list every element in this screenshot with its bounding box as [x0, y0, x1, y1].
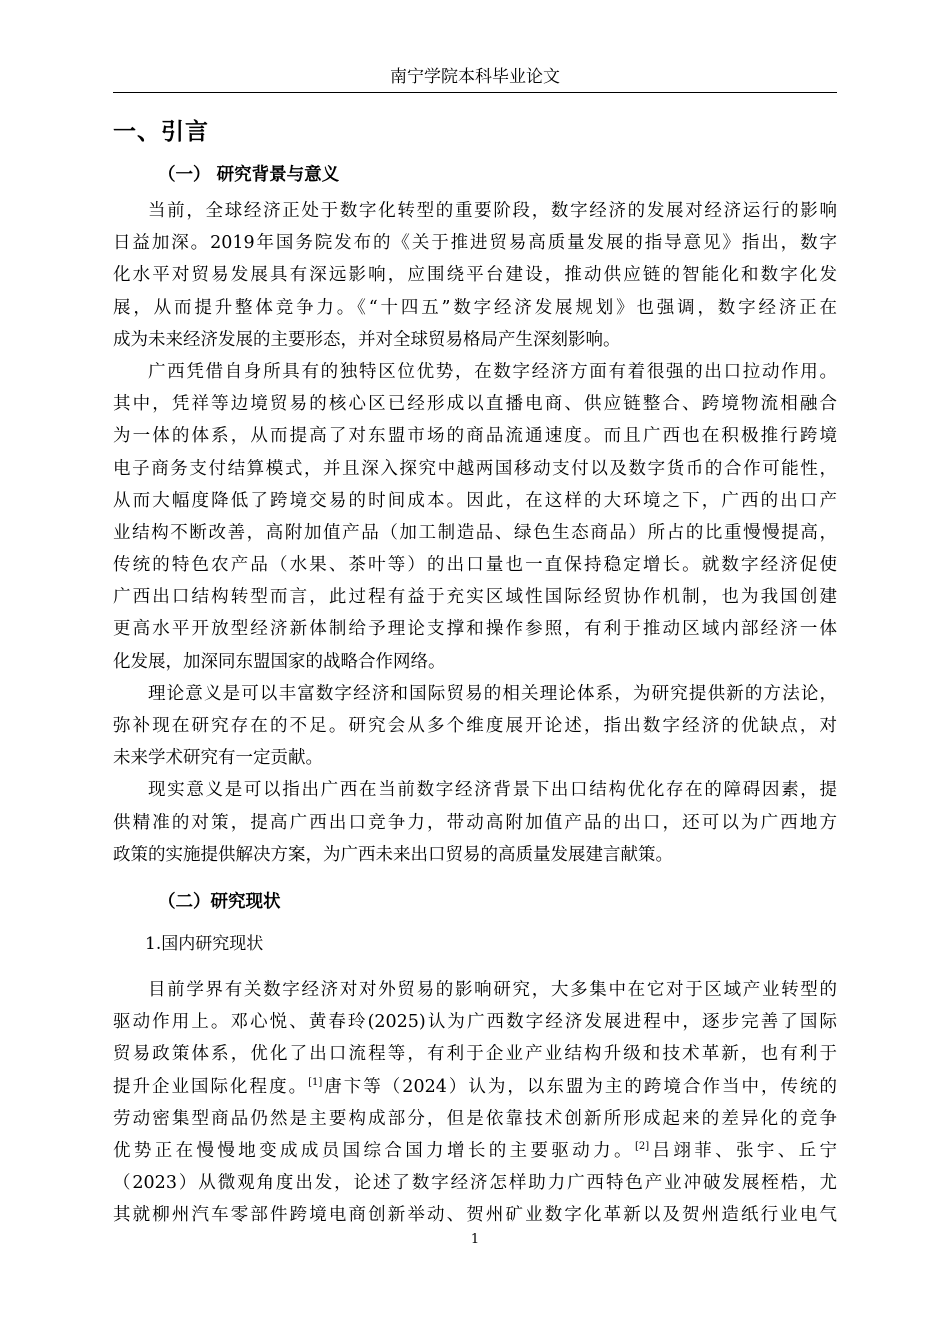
paragraph-line: 为一体的体系，从而提高了对东盟市场的商品流通速度。而且广西也在积极推行跨境	[113, 426, 837, 447]
paragraph-line: 从而大幅度降低了跨境交易的时间成本。因此，在这样的大环境之下，广西的出口产	[113, 490, 837, 511]
paragraph-line: 理论意义是可以丰富数字经济和国际贸易的相关理论体系，为研究提供新的方法论，	[148, 683, 837, 704]
paragraph-line: 日益加深。2019年国务院发布的《关于推进贸易高质量发展的指导意见》指出，数字	[113, 233, 837, 254]
section-heading: 一、引言	[113, 118, 209, 145]
paragraph-line: 其中，凭祥等边境贸易的核心区已经形成以直播电商、供应链整合、跨境物流相融合	[113, 394, 837, 415]
citation-ref[interactable]: [1]	[308, 1076, 323, 1088]
paragraph-line: （2023）从微观角度出发，论述了数字经济怎样助力广西特色产业冲破发展桎梏，尤	[113, 1173, 837, 1194]
paragraph-line: 更高水平开放型经济新体制给予理论支撑和操作参照，有利于推动区域内部经济一体	[113, 619, 837, 640]
paragraph-line: 未来学术研究有一定贡献。	[113, 748, 323, 769]
subsubsection-heading-domestic: 1.国内研究现状	[145, 934, 264, 954]
text-run: 吕翊菲、张宇、丘宁	[649, 1140, 838, 1161]
page-number: 1	[470, 1232, 480, 1247]
text-run: 提升企业国际化程度。	[113, 1076, 309, 1097]
background-paragraphs	[113, 195, 837, 871]
running-header: 南宁学院本科毕业论文	[390, 67, 560, 87]
paragraph-line: 广西凭借自身所具有的独特区位优势，在数字经济方面有着很强的出口拉动作用。	[148, 361, 837, 382]
subsection-heading-background: （一） 研究背景与意义	[158, 165, 340, 185]
paragraph-line: 业结构不断改善，高附加值产品（加工制造品、绿色生态商品）所占的比重慢慢提高，	[113, 522, 837, 543]
paragraph-line	[113, 1135, 837, 1167]
paragraph-line: 政策的实施提供解决方案，为广西未来出口贸易的高质量发展建言献策。	[113, 844, 673, 865]
paragraph-line: 广西出口结构转型而言，此过程有益于充实区域性国际经贸协作机制，也为我国创建	[113, 587, 837, 608]
text-run: 优势正在慢慢地变成成员国综合国力增长的主要驱动力。	[113, 1140, 635, 1161]
paragraph-line: 驱动作用上。邓心悦、黄春玲(2025)认为广西数字经济发展进程中，逐步完善了国际	[113, 1012, 837, 1033]
citation-ref[interactable]: [2]	[634, 1140, 650, 1152]
paragraph-line: 化水平对贸易发展具有深远影响，应围绕平台建设，推动供应链的智能化和数字化发	[113, 265, 837, 286]
paragraph-line: 供精准的对策，提高广西出口竞争力，带动高附加值产品的出口，还可以为广西地方	[113, 812, 837, 833]
paragraph-line: 成为未来经济发展的主要形态，并对全球贸易格局产生深刻影响。	[113, 329, 621, 350]
paragraph-line: 传统的特色农产品（水果、茶叶等）的出口量也一直保持稳定增长。就数字经济促使	[113, 555, 837, 576]
paragraph-line: 弥补现在研究存在的不足。研究会从多个维度展开论述，指出数字经济的优缺点，对	[113, 716, 837, 736]
subsection-heading-status: （二）研究现状	[158, 892, 281, 912]
paragraph-line: 目前学界有关数字经济对对外贸易的影响研究，大多集中在它对于区域产业转型的	[148, 980, 837, 1000]
text-run: 唐卞等（2024）认为，以东盟为主的跨境合作当中，传统的	[322, 1076, 838, 1097]
header-rule	[113, 92, 837, 93]
paragraph-line: 电子商务支付结算模式，并且深入探究中越两国移动支付以及数字货币的合作可能性，	[113, 458, 837, 479]
domestic-research-paragraph	[113, 974, 837, 1232]
paragraph-line: 其就柳州汽车零部件跨境电商创新举动、贺州矿业数字化革新以及贺州造纸行业电气	[113, 1205, 837, 1226]
paragraph-line: 当前，全球经济正处于数字化转型的重要阶段，数字经济的发展对经济运行的影响	[148, 201, 837, 221]
paragraph-line: 展，从而提升整体竞争力。《“十四五”数字经济发展规划》也强调，数字经济正在	[113, 297, 837, 318]
paragraph-line: 劳动密集型商品仍然是主要构成部分，但是依靠技术创新所形成起来的差异化的竞争	[113, 1108, 837, 1129]
paragraph-line: 化发展，加深同东盟国家的战略合作网络。	[113, 651, 446, 672]
paragraph-line	[113, 1071, 837, 1103]
paragraph-line: 贸易政策体系，优化了出口流程等，有利于企业产业结构升级和技术革新，也有利于	[113, 1044, 837, 1065]
paragraph-line: 现实意义是可以指出广西在当前数字经济背景下出口结构优化存在的障碍因素，提	[148, 780, 837, 801]
